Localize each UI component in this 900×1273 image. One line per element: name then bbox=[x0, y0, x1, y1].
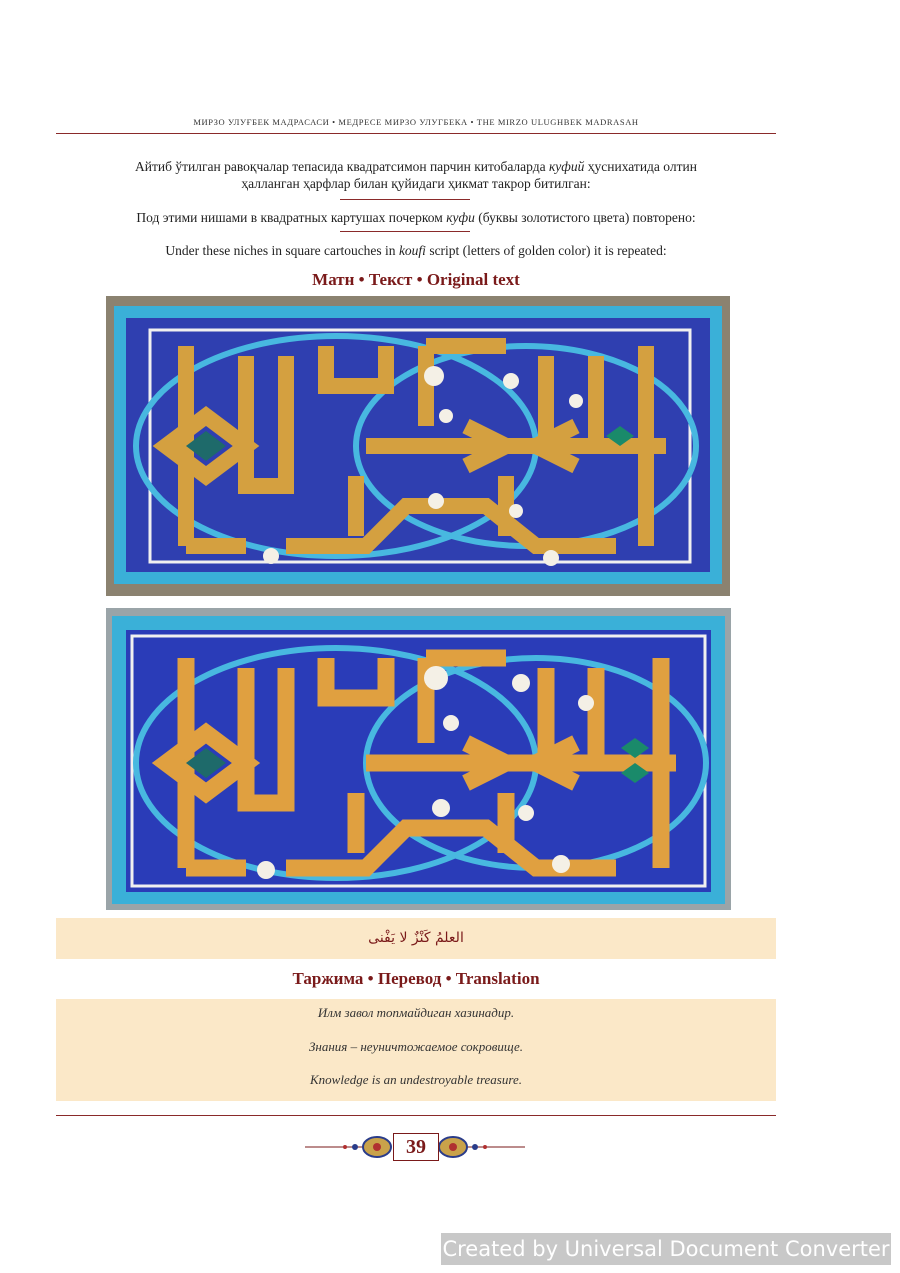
intro-ru-text-b: (буквы золотистого цвета) повторено: bbox=[474, 210, 696, 225]
intro-uzbek bbox=[56, 158, 776, 192]
original-text-heading: Матн • Текст • Original text bbox=[312, 270, 520, 289]
tile-photo-1 bbox=[106, 296, 730, 596]
translation-band bbox=[56, 999, 776, 1101]
intro-russian bbox=[56, 209, 776, 226]
header-rule bbox=[56, 133, 776, 134]
arabic-text-band bbox=[56, 918, 776, 959]
intro-english bbox=[56, 242, 776, 259]
intro-uz-line2: ҳалланган ҳарфлар билан қуйидаги ҳикмат такрор битилган: bbox=[241, 176, 591, 191]
intro-en-text-a: Under these niches in square cartouches in bbox=[165, 243, 399, 258]
page-number: 39 bbox=[393, 1133, 439, 1161]
intro-ru-text-a: Под этими нишами в квадратных картушах почерком bbox=[136, 210, 447, 225]
intro-en-text-b: script (letters of golden color) it is repeated: bbox=[425, 243, 667, 258]
footer-rule bbox=[56, 1115, 776, 1116]
translation-ru: Знания – неуничтожаемое сокровище. bbox=[308, 1039, 524, 1054]
tile-photo-2 bbox=[106, 608, 731, 910]
divider-1 bbox=[340, 199, 470, 200]
intro-uz-italic: куфий bbox=[548, 159, 585, 174]
divider-2 bbox=[340, 231, 470, 232]
intro-en-italic: koufi bbox=[398, 243, 426, 258]
running-header: МИРЗО УЛУҒБЕК МАДРАСАСИ • МЕДРЕСЕ МИРЗО УЛУГБЕКА • THE MIRZO ULUGHBEK MADRASAH bbox=[193, 117, 639, 127]
translation-en: Knowledge is an undestroyable treasure. bbox=[310, 1072, 522, 1087]
translation-heading: Таржима • Перевод • Translation bbox=[292, 969, 540, 988]
arabic-text: العلمُ كَنْزٌ لا يَفْنى bbox=[368, 930, 464, 946]
page-number-ornament bbox=[305, 1133, 525, 1161]
translation-uz: Илм завол топмайдиган хазинадир. bbox=[317, 1005, 515, 1020]
watermark-banner: Created by Universal Document Converter bbox=[441, 1233, 891, 1265]
intro-uz-text-b: ҳуснихатида олтин bbox=[584, 159, 697, 174]
intro-uz-text-a: Айтиб ўтилган равоқчалар тепасида квадратсимон парчин китобаларда bbox=[135, 159, 549, 174]
intro-ru-italic: куфи bbox=[446, 210, 475, 225]
